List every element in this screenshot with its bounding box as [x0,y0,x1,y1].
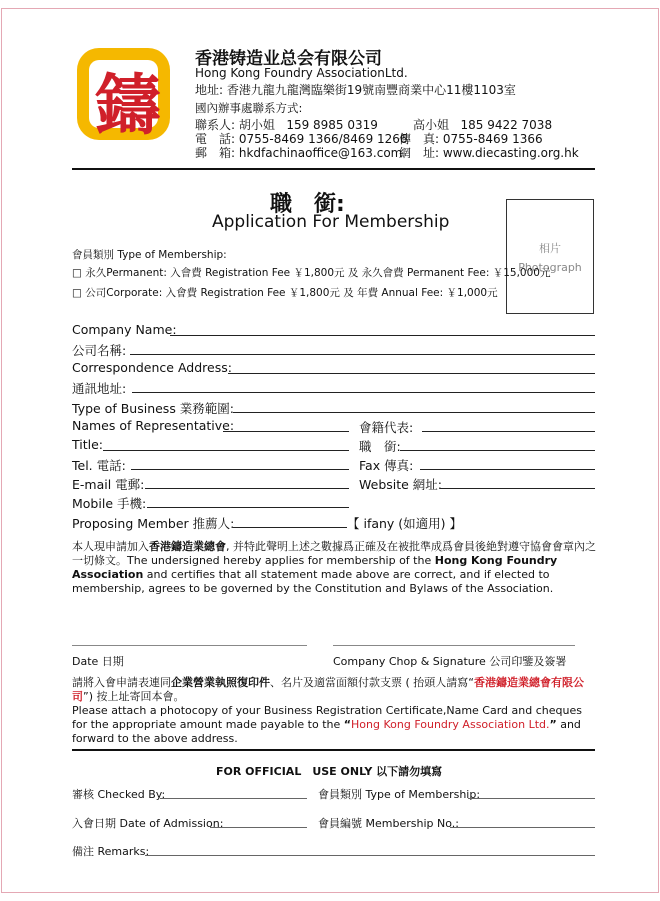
member-rep-label: 會籍代表: [359,420,414,435]
contact-email: 郵 箱: hkdfachinaoffice@163.com [195,146,403,160]
contact-fax: 傳 真: 0755-8469 1366 [399,132,543,146]
title-cn-field[interactable] [400,450,595,451]
form-title-cn: 職 銜: [270,192,345,217]
option-permanent[interactable]: □ 永久Permanent: 入會費 Registration Fee ￥1,800元 及 永久會費 Permanent Fee: ￥15,000元 [72,267,551,279]
title-field[interactable] [103,450,349,451]
business-field[interactable] [233,412,595,413]
company-name-label: Company Name: [72,322,177,337]
official-type-field[interactable] [468,798,595,799]
option-corporate[interactable]: □ 公司Corporate: 入會費 Registration Fee ￥1,800元 及 年費 Annual Fee: ￥1,000元 [72,287,498,299]
checked-label: 審核 Checked By: [72,788,166,801]
mobile-label: Mobile 手機: [72,496,147,511]
header-divider [72,168,595,170]
photo-label-cn: 相片 [539,242,561,255]
official-divider [72,749,595,751]
chop-label: Company Chop & Signature 公司印鑒及簽署 [333,655,567,668]
contact-tel: 電 話: 0755-8469 1366/8469 1266 [195,132,408,146]
address-cn-label: 通訊地址: [72,381,127,396]
form-title-en: Application For Membership [212,212,450,232]
representative-field[interactable] [223,431,349,432]
proposing-field[interactable] [233,527,347,528]
remarks-label: 備注 Remarks: [72,845,150,858]
title-cn-label: 職 銜: [359,439,401,454]
contact-person-2: 高小姐 185 9422 7038 [413,118,553,132]
representative-label: Names of Representative: [72,418,235,433]
email-field[interactable] [145,488,349,489]
company-name-cn: 香港铸造业总会有限公司 [195,49,382,69]
email-label: E-mail 電郵: [72,477,145,492]
fax-field[interactable] [420,469,595,470]
website-label: Website 網址: [359,477,443,492]
proposing-label: Proposing Member 推薦人: [72,516,235,531]
association-logo [77,48,170,144]
company-address: 地址: 香港九龍九龍灣臨樂街19號南豐商業中心11樓1103室 [195,83,516,97]
company-name-cn-label: 公司名稱: [72,343,127,358]
membership-no-label: 會員編號 Membership No.: [318,817,459,830]
date-label: Date 日期 [72,655,124,668]
photo-label-en: Photograph [518,261,582,274]
declaration: 本人現申請加入香港鑄造業總會, 并特此聲明上述之數據爲正確及在被批準成爲會員後絶對遵守協會會章內之一切條文。The undersigned hereby applies for membership of the Hong Kong Foundry Association and certifies that all statement made above are correct, and if elected to membership, agrees to be governed by the Constitution and Bylaws of the Association. [72,540,596,595]
mobile-field[interactable] [147,507,349,508]
chop-signature-line[interactable] [333,645,575,646]
business-label: Type of Business 業務範圍: [72,401,235,416]
membership-type-label: 會員類別 Type of Membership: [72,249,227,261]
company-name-en: Hong Kong Foundry AssociationLtd. [195,66,408,80]
address-field[interactable] [228,373,595,374]
website-field[interactable] [440,488,595,489]
date-signature-line[interactable] [72,645,307,646]
instructions: 請將入會申請表連同企業營業執照復印件、名片及適當面額付款支票 ( 抬頭人請寫“香港鑄造業總會有限公司”) 按上址寄回本會。 Please attach a photocopy of your Business Registration Certificate,Name Card and cheques for the appropriate amount made payable to the “Hong Kong Foundry Association Ltd.” and forward to the above address. [72,676,584,745]
admission-field[interactable] [210,827,307,828]
contact-person: 聯系人: 胡小姐 159 8985 0319 [195,118,378,132]
logo-character: 鑄 [95,66,161,144]
address-cn-field[interactable] [132,392,595,393]
company-name-field[interactable] [170,335,595,336]
photo-box [506,199,594,314]
membership-no-field[interactable] [450,827,595,828]
ifany-note: 【 ifany (如適用) 】 [347,516,463,531]
remarks-field[interactable] [145,855,595,856]
office-contact-title: 國內辦事處聯系方式: [195,101,303,115]
tel-label: Tel. 電話: [72,458,126,473]
fax-label: Fax 傳真: [359,458,414,473]
official-type-label: 會員類別 Type of Membership: [318,788,481,801]
tel-field[interactable] [131,469,349,470]
contact-website: 網 址: www.diecasting.org.hk [399,146,579,160]
checked-field[interactable] [160,798,307,799]
address-label: Correspondence Address: [72,360,232,375]
member-rep-field[interactable] [422,431,595,432]
title-label: Title: [72,437,103,452]
declaration-org-en: Hong Kong Foundry Association [72,554,558,581]
declaration-org-cn: 香港鑄造業總會 [149,540,226,553]
company-name-cn-field[interactable] [130,354,595,355]
official-heading: FOR OFFICIAL USE ONLY 以下請勿填寫 [216,765,443,778]
admission-label: 入會日期 Date of Admission: [72,817,224,830]
